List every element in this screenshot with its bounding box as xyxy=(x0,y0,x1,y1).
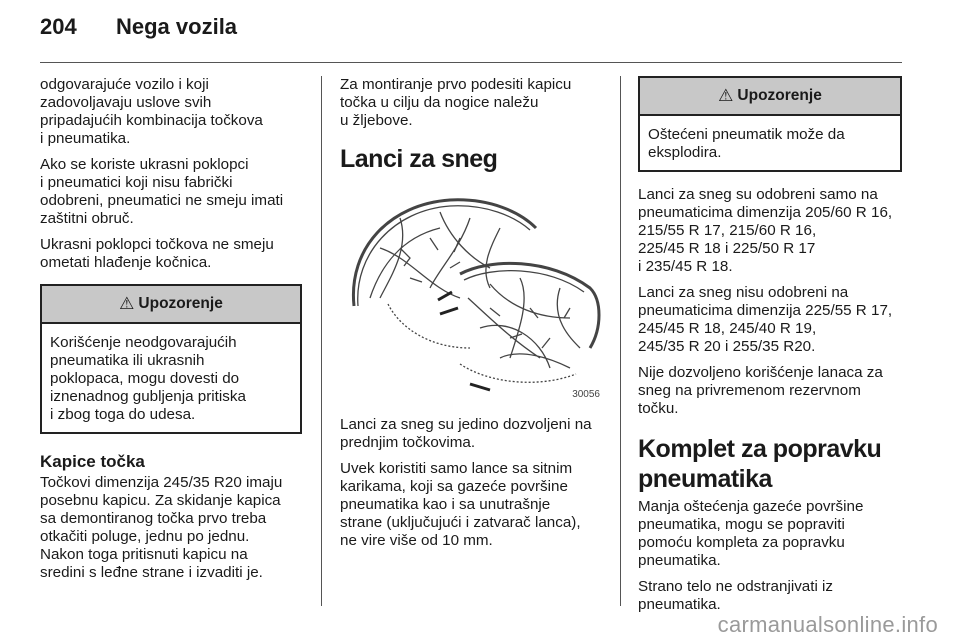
header-rule xyxy=(40,62,902,63)
snow-chains-illustration xyxy=(340,188,604,402)
paragraph: Strano telo ne odstranjivati iz pneumatika. xyxy=(638,578,834,613)
warning-box xyxy=(638,76,902,172)
paragraph: Za montiranje prvo podesiti kapicu točka u cilju da nogice naležu u žljebove. xyxy=(340,76,572,129)
paragraph: Nije dozvoljeno korišćenje lanaca za sneg na privremenom rezervnom točku. xyxy=(638,364,883,417)
page-title: Nega vozila xyxy=(116,14,238,39)
column-right xyxy=(638,76,902,622)
figure-code: 30056 xyxy=(572,389,600,400)
warning-text: Oštećeni pneumatik može da eksplodira. xyxy=(648,126,845,161)
paragraph: Lanci za sneg su jedino dozvoljeni na prednjim točkovima. xyxy=(340,416,592,451)
warning-title: Upozorenje xyxy=(737,87,822,104)
paragraph: Lanci za sneg su odobreni samo na pneumaticima dimenzija 205/60 R 16, 215/55 R 17, 215/60 R 16, 225/45 R 18 i 225/50 R 17 i 235/45 R 18. xyxy=(638,186,893,275)
section-heading: Kapice točka xyxy=(40,452,145,471)
paragraph: Uvek koristiti samo lance sa sitnim karikama, koji sa gazeće površine pneumatika kao i sa unutrašnje strane (uključujući i zatvarač lanca), ne vire više od 10 mm. xyxy=(340,460,581,549)
paragraph: Lanci za sneg nisu odobreni na pneumaticima dimenzija 225/55 R 17, 245/45 R 18, 245/40 R 19, 245/35 R 20 i 255/35 R20. xyxy=(638,284,893,355)
section-heading: Lanci za sneg xyxy=(340,145,498,173)
paragraph: Manja oštećenja gazeće površine pneumatika, mogu se popraviti pomoću kompleta za popravku pneumatika. xyxy=(638,498,864,569)
paragraph: Točkovi dimenzija 245/35 R20 imaju posebnu kapicu. Za skidanje kapica sa demontiranog točka prvo treba otkačiti poluge, jednu po jednu. Nakon toga pritisnuti kapicu na sredini s leđne strane i izvaditi je. xyxy=(40,474,283,581)
paragraph: Ukrasni poklopci točkova ne smeju ometati hlađenje kočnica. xyxy=(40,236,274,271)
snow-chains-drawing xyxy=(340,188,604,402)
column-divider xyxy=(620,76,621,606)
warning-title: Upozorenje xyxy=(138,295,223,312)
warning-triangle-icon: ⚠ xyxy=(718,86,734,105)
page-number: 204 xyxy=(40,14,77,39)
warning-header xyxy=(42,286,300,324)
column-left xyxy=(40,76,302,590)
warning-triangle-icon: ⚠ xyxy=(119,294,135,313)
warning-text: Korišćenje neodgovarajućih pneumatika ili ukrasnih poklopaca, mogu dovesti do iznenadnog gubljenja pritiska i zbog toga do udesa. xyxy=(50,334,246,423)
paragraph: odgovarajuće vozilo i koji zadovoljavaju uslove svih pripadajućih kombinacija točkova i pneumatika. xyxy=(40,76,263,147)
section-heading: Komplet za popravku pneumatika xyxy=(638,435,882,493)
paragraph: Ako se koriste ukrasni poklopci i pneumatici koji nisu fabrički odobreni, pneumatici ne smeju imati zaštitni obruč. xyxy=(40,156,284,227)
warning-header xyxy=(640,78,900,116)
watermark[interactable]: carmanualsonline.info xyxy=(717,612,938,637)
warning-box xyxy=(40,284,302,434)
column-divider xyxy=(321,76,322,606)
page-header xyxy=(40,14,237,48)
column-middle xyxy=(340,76,604,558)
